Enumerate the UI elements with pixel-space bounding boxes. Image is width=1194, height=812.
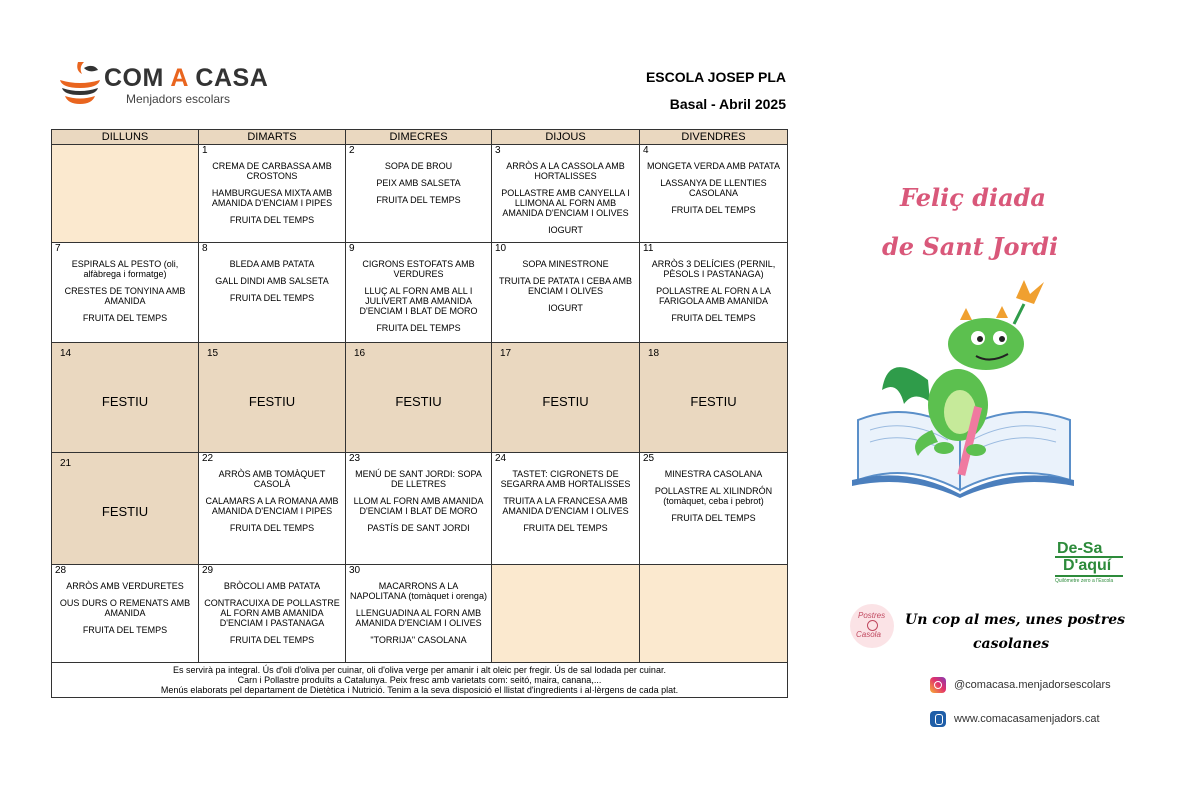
dish-list	[640, 161, 787, 215]
holiday-cell	[640, 343, 788, 453]
holiday-cell	[52, 343, 199, 453]
menu-period: Basal - Abril 2025	[669, 96, 786, 112]
km0-logo-line-1: De-Sa	[1057, 540, 1103, 557]
day-cell	[52, 565, 199, 663]
dish-item: CONTRACUIXA DE POLLASTRE AL FORN AMB AMANIDA D'ENCIAM I PASTANAGA	[204, 598, 340, 628]
day-number: 17	[500, 348, 512, 359]
instagram-icon	[930, 677, 946, 693]
dish-item: LLENGUADINA AL FORN AMB AMANIDA D'ENCIAM I OLIVES	[355, 608, 482, 628]
empty-day-cell	[52, 145, 199, 243]
dish-item: CRESTES DE TONYINA AMB AMANIDA	[64, 286, 186, 306]
empty-day-cell	[640, 565, 788, 663]
weekday-header: DILLUNS	[52, 130, 199, 145]
day-number: 15	[207, 348, 219, 359]
dish-item: FRUITA DEL TEMPS	[671, 513, 756, 523]
postres-badge-line-1: Postres	[858, 611, 886, 620]
holiday-label: FESTIU	[101, 504, 149, 519]
dish-item: FRUITA DEL TEMPS	[229, 635, 315, 645]
day-cell	[346, 453, 492, 565]
dish-list	[492, 161, 639, 235]
brand-name: COM A CASA	[104, 64, 269, 92]
dish-item: POLLASTRE AMB CANYELLA I LLIMONA AL FORN AMB AMANIDA D'ENCIAM I OLIVES	[501, 188, 630, 218]
dish-item: FRUITA DEL TEMPS	[229, 523, 315, 533]
dish-item: ARRÒS AMB TOMÀQUET CASOLÀ	[218, 469, 326, 489]
dish-list	[199, 581, 345, 645]
day-cell	[199, 243, 346, 343]
greeting-line-1: Feliç diada	[900, 183, 1046, 212]
dish-item: "TORRIJA" CASOLANA	[370, 635, 467, 645]
day-cell	[640, 243, 788, 343]
day-cell	[346, 145, 492, 243]
dish-item: FRUITA DEL TEMPS	[82, 313, 168, 323]
dish-item: MENÚ DE SANT JORDI: SOPA DE LLETRES	[355, 469, 482, 489]
logo-bowl-icon	[58, 60, 102, 106]
promo-line-2: casolanes	[973, 636, 1050, 652]
day-number: 1	[202, 145, 208, 156]
dish-list	[346, 161, 491, 205]
dish-item: LLOM AL FORN AMB AMANIDA D'ENCIAM I BLAT DE MORO	[353, 496, 484, 516]
weekday-header: DIJOUS	[492, 130, 640, 145]
week-row	[52, 565, 788, 663]
dish-item: TASTET: CIGRONETS DE SEGARRA AMB HORTALISSES	[500, 469, 631, 489]
web-icon	[930, 711, 946, 727]
dish-item: IOGURT	[548, 303, 583, 313]
dish-item: BLEDA AMB PATATA	[229, 259, 315, 269]
dish-item: HAMBURGUESA MIXTA AMB AMANIDA D'ENCIAM I PIPES	[211, 188, 333, 208]
dish-list	[52, 581, 198, 635]
dish-item: POLLASTRE AL FORN A LA FARIGOLA AMB AMANIDA	[656, 286, 771, 306]
dish-item: MINESTRA CASOLANA	[664, 469, 763, 479]
day-number: 10	[495, 243, 507, 254]
dish-item: FRUITA DEL TEMPS	[671, 205, 756, 215]
dish-list	[52, 259, 198, 323]
day-number: 11	[643, 243, 654, 254]
dish-item: CALAMARS A LA ROMANA AMB AMANIDA D'ENCIAM I PIPES	[205, 496, 339, 516]
dish-item: ARRÒS A LA CASSOLA AMB HORTALISSES	[506, 161, 625, 181]
day-cell	[346, 565, 492, 663]
weekday-header: DIMECRES	[346, 130, 492, 145]
day-number: 7	[55, 243, 61, 254]
day-cell	[346, 243, 492, 343]
holiday-cell	[492, 343, 640, 453]
brand-subtitle: Menjadors escolars	[126, 92, 231, 106]
dish-item: PEIX AMB SALSETA	[376, 178, 461, 188]
km0-logo-tagline: Quilòmetre zero a l'Escola	[1055, 578, 1114, 584]
dish-item: SOPA DE BROU	[384, 161, 453, 171]
brand-logo	[58, 58, 288, 110]
week-row	[52, 243, 788, 343]
holiday-cell	[52, 453, 199, 565]
dish-list	[346, 581, 491, 645]
day-number: 4	[643, 145, 649, 156]
dish-item: LLUÇ AL FORN AMB ALL I JULIVERT AMB AMANIDA D'ENCIAM I BLAT DE MORO	[359, 286, 478, 316]
day-number: 3	[495, 145, 501, 156]
website-link[interactable]	[930, 710, 1100, 728]
dish-item: FRUITA DEL TEMPS	[229, 293, 315, 303]
dish-list	[640, 469, 787, 523]
holiday-label: FESTIU	[690, 394, 737, 409]
day-number: 30	[349, 565, 361, 576]
day-number: 29	[202, 565, 214, 576]
weekday-header: DIMARTS	[199, 130, 346, 145]
day-cell	[199, 453, 346, 565]
dish-list	[492, 469, 639, 533]
day-cell	[199, 145, 346, 243]
holiday-label: FESTIU	[248, 394, 296, 409]
dish-item: FRUITA DEL TEMPS	[523, 523, 608, 533]
day-number: 22	[202, 453, 214, 464]
week-row	[52, 343, 788, 453]
dish-item: ARRÒS 3 DELÍCIES (PERNIL, PÈSOLS I PASTANAGA)	[651, 259, 776, 279]
dish-list	[346, 259, 491, 333]
dish-item: FRUITA DEL TEMPS	[376, 195, 461, 205]
dish-item: TRUITA DE PATATA I CEBA AMB ENCIAM I OLIVES	[498, 276, 633, 296]
day-cell	[492, 453, 640, 565]
day-cell	[492, 145, 640, 243]
school-name: ESCOLA JOSEP PLA	[645, 69, 786, 85]
dish-item: SOPA MINESTRONE	[522, 259, 609, 269]
weekday-header-row	[52, 130, 788, 145]
weekday-header: DIVENDRES	[640, 130, 788, 145]
instagram-link[interactable]	[930, 676, 1111, 694]
empty-day-cell	[492, 565, 640, 663]
day-number: 8	[202, 243, 208, 254]
promo-line-1: Un cop al mes, unes postres	[905, 612, 1126, 628]
dish-item: POLLASTRE AL XILINDRÓN (tomàquet, ceba i pebrot)	[654, 486, 773, 506]
km0-logo-bar	[1055, 575, 1123, 577]
dish-list	[199, 469, 345, 533]
day-cell	[199, 565, 346, 663]
holiday-label: FESTIU	[395, 394, 442, 409]
day-cell	[492, 243, 640, 343]
week-row	[52, 145, 788, 243]
week-row	[52, 453, 788, 565]
dish-item: ESPIRALS AL PESTO (oli, alfàbrega i formatge)	[71, 259, 179, 279]
instagram-handle: @comacasa.menjadorsescolars	[954, 679, 1111, 691]
day-number: 9	[349, 243, 355, 254]
menu-note: Es servirà pa integral. Ús d'oli d'oliva per cuinar, oli d'oliva verge per amanir i alt oleic per fregir. Ús de sal lodada per cuinar.	[173, 665, 666, 675]
dish-item: ARRÒS AMB VERDURETES	[66, 581, 184, 591]
dish-item: CREMA DE CARBASSA AMB CROSTONS	[212, 161, 332, 181]
dish-item: FRUITA DEL TEMPS	[376, 323, 461, 333]
dish-item: LASSANYA DE LLENTIES CASOLANA	[660, 178, 767, 198]
dish-item: OUS DURS O REMENATS AMB AMANIDA	[59, 598, 191, 618]
day-number: 2	[349, 145, 355, 156]
menu-notes	[52, 663, 788, 698]
dish-list	[640, 259, 787, 323]
dish-item: IOGURT	[548, 225, 583, 235]
holiday-label: FESTIU	[542, 394, 589, 409]
dish-item: BRÒCOLI AMB PATATA	[223, 581, 321, 591]
dish-item: FRUITA DEL TEMPS	[671, 313, 756, 323]
dish-list	[199, 161, 345, 225]
day-number: 23	[349, 453, 361, 464]
dish-item: MACARRONS A LA NAPOLITANA (tomàquet i orenga)	[350, 581, 487, 601]
day-number: 16	[354, 348, 366, 359]
menu-table	[51, 129, 788, 698]
dish-list	[199, 259, 345, 303]
km0-logo-line-2: D'aquí	[1063, 557, 1112, 574]
menu-note: Menús elaborats pel departament de Dietètica i Nutrició. Tenim a la seva disposició el llistat d'ingredients i al·lèrgens de cada plat.	[160, 685, 679, 695]
day-number: 21	[60, 458, 72, 469]
day-cell	[640, 145, 788, 243]
km0-logo	[1055, 540, 1125, 590]
dish-list	[492, 259, 639, 313]
day-number: 18	[648, 348, 660, 359]
day-number: 28	[55, 565, 67, 576]
holiday-cell	[346, 343, 492, 453]
dish-item: FRUITA DEL TEMPS	[82, 625, 168, 635]
menu-note: Carn i Pollastre produïts a Catalunya. Peix fresc amb varietats com: seitó, maira, canana,...	[237, 675, 602, 685]
holiday-cell	[199, 343, 346, 453]
day-cell	[640, 453, 788, 565]
day-number: 25	[643, 453, 655, 464]
postres-badge	[850, 604, 894, 648]
dish-item: TRUITA A LA FRANCESA AMB AMANIDA D'ENCIAM I OLIVES	[502, 496, 629, 516]
footer-row	[52, 663, 788, 698]
dish-item: FRUITA DEL TEMPS	[229, 215, 315, 225]
holiday-label: FESTIU	[101, 394, 149, 409]
day-cell	[52, 243, 199, 343]
dish-list	[346, 469, 491, 533]
postres-badge-line-2: Casola	[856, 630, 881, 639]
dish-item: CIGRONS ESTOFATS AMB VERDURES	[362, 259, 475, 279]
dish-item: MONGETA VERDA AMB PATATA	[646, 161, 781, 171]
dish-item: PASTÍS DE SANT JORDI	[367, 523, 470, 533]
dish-item: GALL DINDI AMB SALSETA	[215, 276, 329, 286]
day-number: 24	[495, 453, 507, 464]
greeting-line-2: de Sant Jordi	[882, 232, 1059, 261]
website-url: www.comacasamenjadors.cat	[954, 713, 1100, 725]
day-number: 14	[60, 348, 72, 359]
dragon-book-illustration	[848, 280, 1078, 500]
